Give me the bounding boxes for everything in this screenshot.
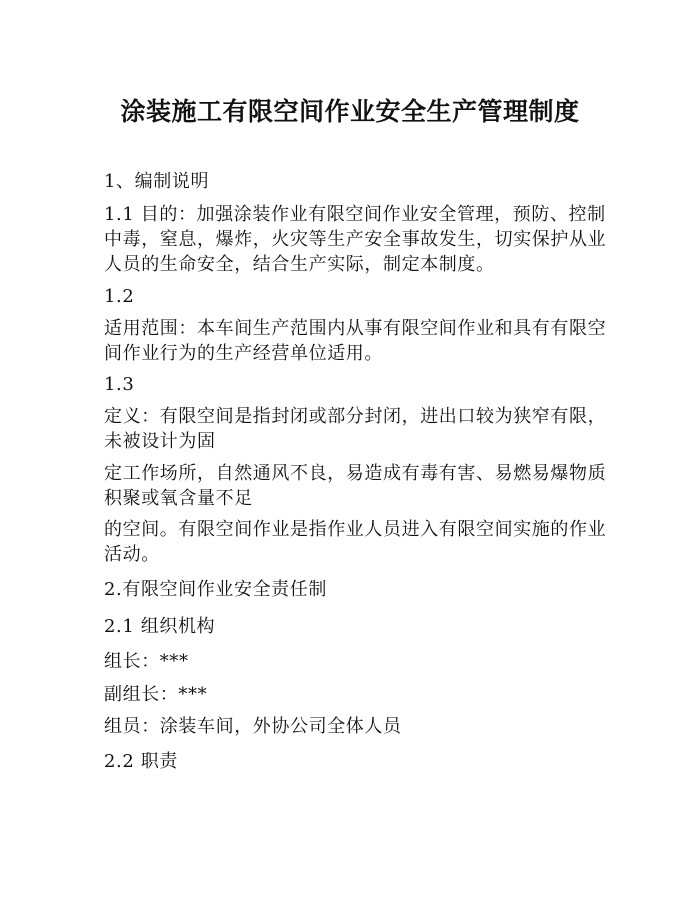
team-members: 组员：涂装车间，外协公司全体人员 bbox=[104, 716, 402, 737]
paragraph-definition-2: 定工作场所，自然通风不良，易造成有毒有害、易燃易爆物质 积聚或氧含量不足 bbox=[104, 463, 607, 509]
deputy-leader: 副组长：*** bbox=[104, 684, 208, 705]
team-leader: 组长：*** bbox=[104, 651, 189, 672]
paragraph-1-3-number: 1.3 bbox=[104, 374, 135, 395]
paragraph-definition-3: 的空间。有限空间作业是指作业人员进入有限空间实施的作业 活动。 bbox=[104, 519, 607, 565]
paragraph-definition-1: 定义：有限空间是指封闭或部分封闭，进出口较为狭窄有限， 未被设计为固 bbox=[104, 406, 607, 452]
paragraph-1-1: 1.1 目的：加强涂装作业有限空间作业安全管理，预防、控制 中毒，窒息，爆炸，火灾等生产安全事故发生，切实保护从业 人员的生命安全，结合生产实际，制定本制度。 bbox=[104, 204, 607, 275]
document-title: 涂装施工有限空间作业安全生产管理制度 bbox=[120, 97, 580, 126]
paragraph-1-2-number: 1.2 bbox=[104, 286, 135, 307]
section-heading-1: 1、编制说明 bbox=[104, 171, 210, 192]
section-heading-2-2: 2.2 职责 bbox=[104, 751, 178, 772]
paragraph-scope: 适用范围：本车间生产范围内从事有限空间作业和具有有限空 间作业行为的生产经营单位适用。 bbox=[104, 318, 607, 364]
section-heading-2-1: 2.1 组织机构 bbox=[104, 616, 216, 637]
section-heading-2: 2.有限空间作业安全责任制 bbox=[104, 579, 327, 600]
